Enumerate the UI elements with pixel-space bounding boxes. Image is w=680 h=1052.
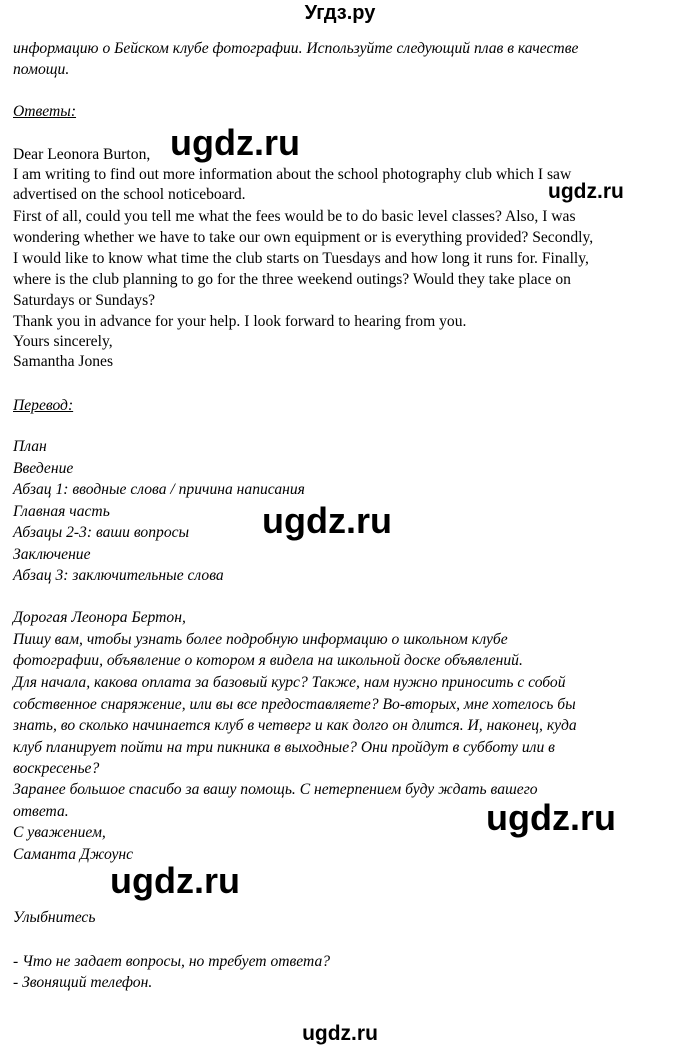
letter-ru-line: Пишу вам, чтобы узнать более подробную информацию о школьном клубе [13,631,508,648]
letter-ru-line: Дорогая Леонора Бертон, [13,609,186,626]
plan-line: Абзацы 2-3: ваши вопросы [13,524,190,541]
answers-heading: Ответы: [13,103,77,120]
watermark: ugdz.ru [110,860,240,901]
watermark: ugdz.ru [486,797,616,838]
letter-ru-line: ответа. [13,803,69,820]
letter-ru-line: Саманта Джоунс [13,846,134,863]
watermark: ugdz.ru [170,122,300,163]
letter-en-line: where is the club planning to go for the three weekend outings? Would they take place on [13,271,571,288]
letter-en-line: Samantha Jones [13,353,114,370]
site-title[interactable]: Угдз.ру [304,2,376,24]
letter-ru-line: фотографии, объявление о котором я видела на школьной доске объявлений. [13,652,523,669]
plan-line: Главная часть [13,503,110,520]
letter-ru-line: клуб планирует пойти на три пикника в выходные? Они пройдут в субботу или в [13,739,555,756]
letter-ru-line: Заранее большое спасибо за вашу помощь. С нетерпением буду ждать вашего [13,781,538,798]
plan-line: Введение [13,460,74,477]
letter-ru-line: Для начала, какова оплата за базовый курс? Также, нам нужно приносить с собой [13,674,566,691]
letter-en-line: I am writing to find out more information about the school photography club which I saw [13,166,572,183]
letter-en-line: advertised on the school noticeboard. [13,186,246,203]
intro-line: информацию о Бейском клубе фотографии. Используйте следующий плав в качестве [13,40,579,57]
plan-line: Заключение [13,546,91,563]
smile-line: - Что не задает вопросы, но требует ответа? [13,953,331,970]
letter-ru-line: воскресенье? [13,760,100,777]
watermark: ugdz.ru [548,180,624,203]
letter-en-line: wondering whether we have to take our own equipment or is everything provided? Secondly, [13,229,594,246]
smile-line: - Звонящий телефон. [13,974,153,991]
letter-en-line: Yours sincerely, [13,333,113,350]
letter-en-line: I would like to know what time the club starts on Tuesdays and how long it runs for. Finally, [13,250,589,267]
letter-en-line: Dear Leonora Burton, [13,146,151,163]
watermark: ugdz.ru [262,500,392,541]
footer-watermark[interactable]: ugdz.ru [302,1022,378,1045]
plan-line: Абзац 1: вводные слова / причина написания [13,481,305,498]
translation-heading: Перевод: [13,397,74,414]
smile-heading: Улыбнитесь [13,909,96,926]
letter-en-line: Saturdays or Sundays? [13,292,156,309]
letter-ru-line: собственное снаряжение, или вы все предоставляете? Во-вторых, мне хотелось бы [13,696,576,713]
intro-line: помощи. [13,61,70,78]
letter-en-line: Thank you in advance for your help. I look forward to hearing from you. [13,313,467,330]
letter-ru-line: С уважением, [13,824,106,841]
plan-line: План [13,438,47,455]
letter-ru-line: знать, во сколько начинается клуб в четверг и как долго он длится. И, наконец, куда [13,717,577,734]
letter-en-line: First of all, could you tell me what the fees would be to do basic level classes? Also, I was [13,208,576,225]
plan-line: Абзац 3: заключительные слова [13,567,224,584]
